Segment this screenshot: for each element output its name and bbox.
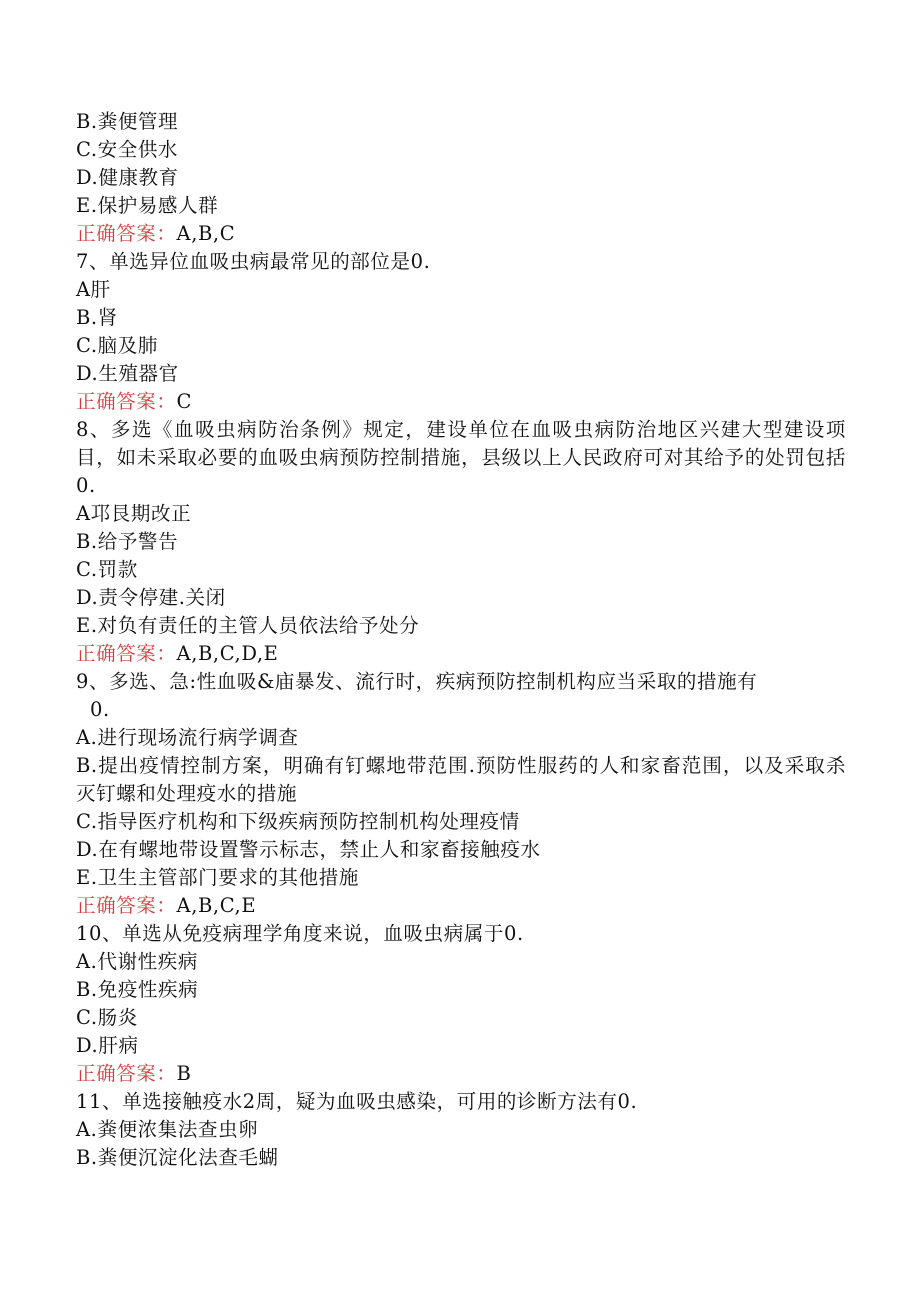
q6-option-e: E.保护易感人群 — [76, 194, 219, 217]
q9-option-c: C.指导医疗机构和下级疾病预防控制机构处理疫情 — [76, 810, 520, 833]
q8-option-a: A邛艮期改正 — [76, 502, 192, 525]
q11-question: 11、单选接触疫水2周，疑为血吸虫感染，可用的诊断方法有0. — [76, 1090, 638, 1113]
q8-answer — [76, 640, 846, 668]
answer-value: B — [176, 1062, 192, 1085]
answer-value: A,B,C,E — [176, 894, 257, 917]
q10-option-b: B.免疫性疾病 — [76, 978, 199, 1001]
q10-option-c: C.肠炎 — [76, 1006, 138, 1029]
answer-value: C — [176, 390, 193, 413]
q6-option-b: B.粪便管理 — [76, 110, 179, 133]
q7-question: 7、单选异位血吸虫病最常见的部位是0. — [76, 250, 431, 273]
q8-option-c: C.罚款 — [76, 558, 138, 581]
q8-option-e: E.对负有责任的主管人员依法给予处分 — [76, 614, 420, 637]
q9-answer — [76, 892, 846, 920]
q8-option-b: B.给予警告 — [76, 530, 179, 553]
q9-question-continued: 0. — [90, 698, 110, 721]
q9-question: 9、多选、急:性血吸&庙暴发、流行时，疾病预防控制机构应当采取的措施有 — [76, 670, 758, 693]
answer-value: A,B,C,D,E — [176, 642, 279, 665]
q6-option-d: D.健康教育 — [76, 166, 179, 189]
q6-answer — [76, 220, 846, 248]
answer-label: 正确答案： — [76, 642, 177, 665]
q10-question: 10、单选从免疫病理学角度来说，血吸虫病属于0. — [76, 922, 524, 945]
answer-label: 正确答案： — [76, 894, 177, 917]
q10-answer — [76, 1060, 846, 1088]
q8-option-d: D.责令停建.关闭 — [76, 586, 226, 609]
q7-answer — [76, 388, 846, 416]
q11-option-b: B.粪便沉淀化法查毛蝴 — [76, 1146, 279, 1169]
q11-option-a: A.粪便浓集法查虫卵 — [76, 1118, 259, 1141]
answer-label: 正确答案： — [76, 390, 177, 413]
q9-option-a: A.进行现场流行病学调查 — [76, 726, 299, 749]
answer-label: 正确答案： — [76, 1062, 177, 1085]
q6-option-c: C.安全供水 — [76, 138, 179, 161]
document-page — [76, 108, 846, 1172]
q7-option-d: D.生殖器官 — [76, 362, 179, 385]
q8-question: 8、多选《血吸虫病防治条例》规定，建设单位在血吸虫病防治地区兴建大型建设项目，如未采取必要的血吸虫病预防控制措施，县级以上人民政府可对其给予的处罚包括0. — [76, 418, 846, 497]
q9-option-e: E.卫生主管部门要求的其他措施 — [76, 866, 359, 889]
q7-option-c: C.脑及肺 — [76, 334, 158, 357]
q7-option-a: A肝 — [76, 278, 111, 301]
q10-option-a: A.代谢性疾病 — [76, 950, 198, 973]
answer-value: A,B,C — [176, 222, 236, 245]
q7-option-b: B.肾 — [76, 306, 118, 329]
answer-label: 正确答案： — [76, 222, 177, 245]
q10-option-d: D.肝病 — [76, 1034, 139, 1057]
q9-option-d: D.在有螺地带设置警示标志，禁止人和家畜接触疫水 — [76, 838, 541, 861]
q9-option-b: B.提出疫情控制方案，明确有钉螺地带范围.预防性服药的人和家畜范围，以及采取杀灭钉螺和处理疫水的措施 — [76, 754, 846, 805]
